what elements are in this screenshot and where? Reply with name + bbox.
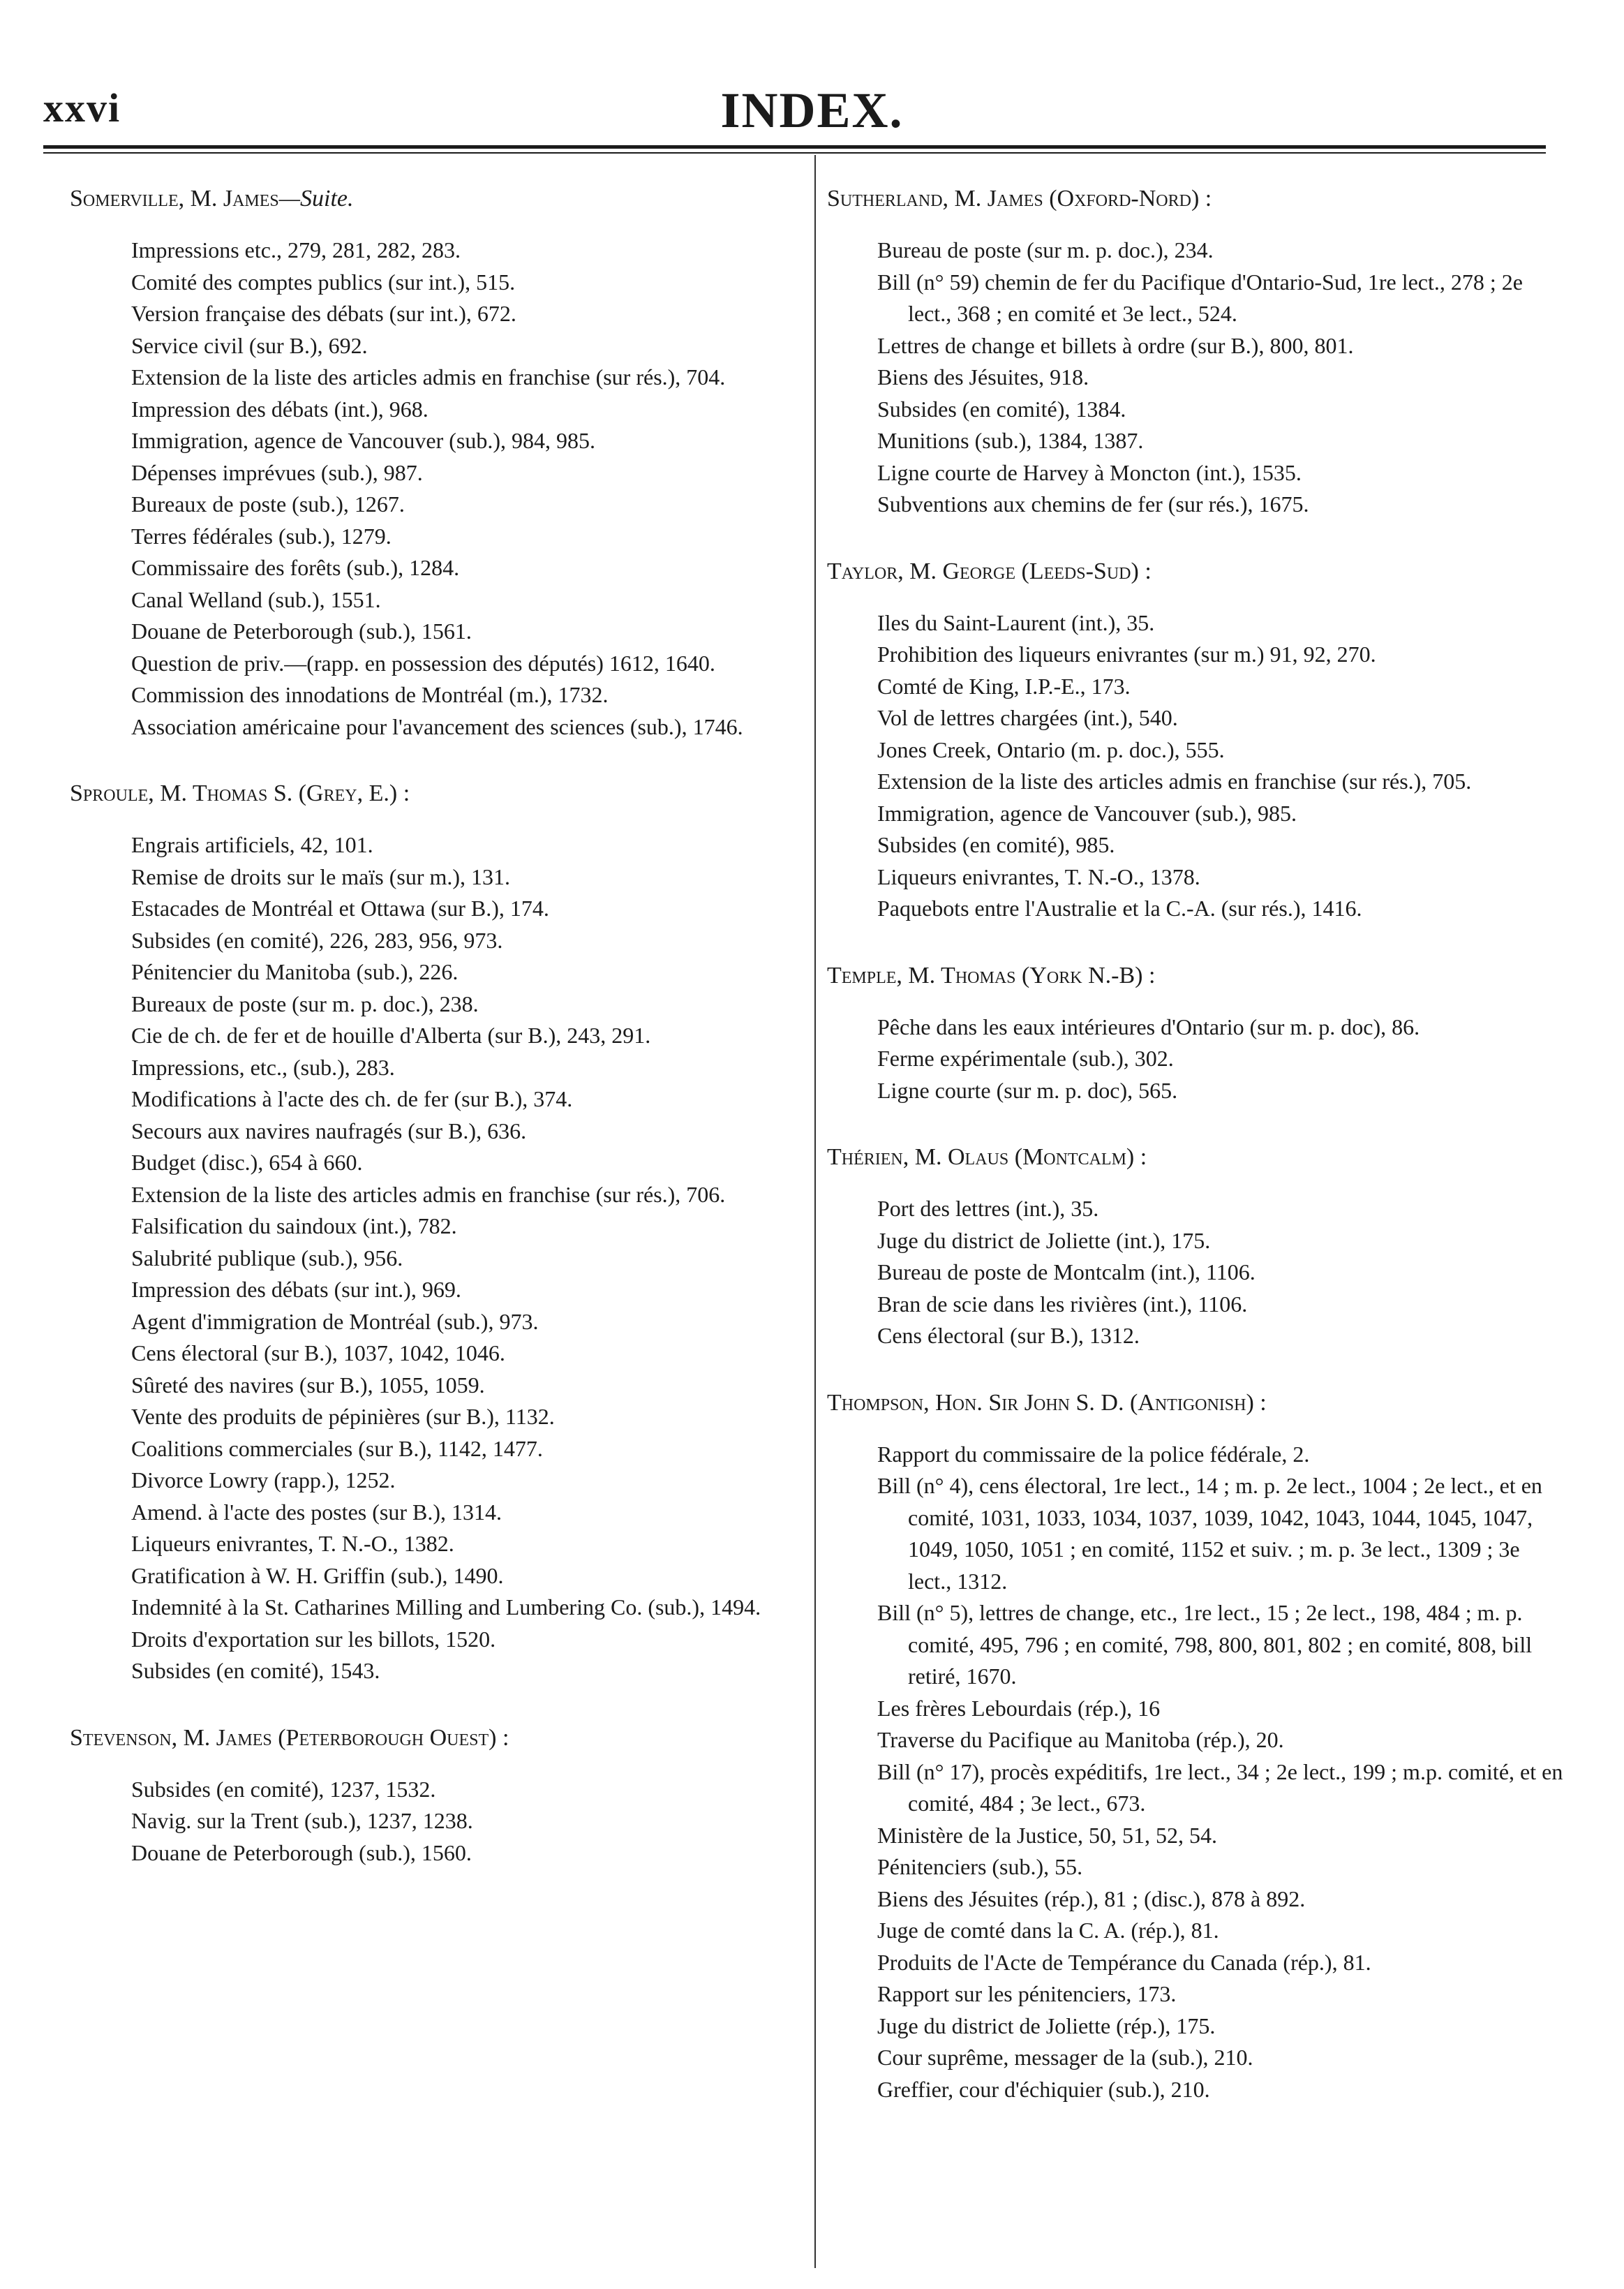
entry-heading <box>827 1141 1567 1173</box>
member-name: Sutherland, M. James <box>827 186 1043 212</box>
index-item: Subsides (en comité), 1237, 1532. <box>131 1776 436 1802</box>
index-item: Pénitenciers (sub.), 55. <box>877 1854 1083 1879</box>
index-item: Indemnité à la St. Catharines Milling and Lumbering Co. (sub.), 1494. <box>131 1594 761 1620</box>
member-name: Somerville, M. James <box>70 186 279 212</box>
index-item: Prohibition des liqueurs enivrantes (sur m.) 91, 92, 270. <box>877 642 1376 667</box>
index-item: Coalitions commerciales (sur B.), 1142, 1477. <box>131 1435 543 1461</box>
index-item: Agent d'immigration de Montréal (sub.), 973. <box>131 1308 539 1334</box>
index-item: Service civil (sur B.), 692. <box>131 332 368 358</box>
member-riding: (Grey, E.) : <box>292 780 410 806</box>
index-item: Extension de la liste des articles admis en franchise (sur rés.), 706. <box>131 1181 726 1207</box>
index-item: Question de priv.—(rapp. en possession des députés) 1612, 1640. <box>131 650 715 676</box>
header-rule <box>43 145 1546 149</box>
index-item: Ministère de la Justice, 50, 51, 52, 54. <box>877 1822 1218 1848</box>
index-item: Pêche dans les eaux intérieures d'Ontario (sur m. p. doc), 86. <box>877 1014 1420 1039</box>
index-item: Estacades de Montréal et Ottawa (sur B.), 174. <box>131 896 549 921</box>
member-name: Thérien, M. Olaus <box>827 1144 1009 1170</box>
index-item: Traverse du Pacifique au Manitoba (rép.), 20. <box>877 1727 1284 1752</box>
index-entry <box>827 960 1567 1107</box>
index-entry <box>827 183 1567 521</box>
index-item: Modifications à l'acte des ch. de fer (sur B.), 374. <box>131 1086 573 1111</box>
index-entry <box>827 1141 1567 1352</box>
index-item: Engrais artificiels, 42, 101. <box>131 832 373 857</box>
index-item: Ligne courte de Harvey à Moncton (int.), 1535. <box>877 459 1302 485</box>
member-riding: —Suite. <box>278 186 354 212</box>
index-item: Liqueurs enivrantes, T. N.-O., 1378. <box>877 864 1200 889</box>
member-riding: (Oxford-Nord) : <box>1043 186 1212 212</box>
index-item: Salubrité publique (sub.), 956. <box>131 1245 403 1271</box>
index-item: Impression des débats (int.), 968. <box>131 396 429 422</box>
index-item: Immigration, agence de Vancouver (sub.), 985. <box>877 800 1297 826</box>
index-item: Subventions aux chemins de fer (sur rés.), 1675. <box>877 491 1309 517</box>
index-item: Commissaire des forêts (sub.), 1284. <box>131 555 460 580</box>
index-item: Douane de Peterborough (sub.), 1560. <box>131 1839 472 1865</box>
index-item: Gratification à W. H. Griffin (sub.), 1490. <box>131 1562 504 1588</box>
index-item: Extension de la liste des articles admis en franchise (sur rés.), 705. <box>877 769 1472 794</box>
page-number: xxvi <box>43 85 121 131</box>
left-column <box>70 183 796 1904</box>
index-item: Juge de comté dans la C. A. (rép.), 81. <box>877 1918 1219 1943</box>
index-item: Juge du district de Joliette (int.), 175. <box>877 1227 1211 1253</box>
index-item: Budget (disc.), 654 à 660. <box>131 1150 363 1175</box>
index-entry <box>827 556 1567 925</box>
index-item: Falsification du saindoux (int.), 782. <box>131 1213 457 1238</box>
index-item: Iles du Saint-Laurent (int.), 35. <box>877 609 1155 635</box>
index-item: Biens des Jésuites (rép.), 81 ; (disc.), 878 à 892. <box>877 1886 1306 1911</box>
index-item: Biens des Jésuites, 918. <box>877 364 1089 390</box>
index-item: Bill (n° 17), procès expéditifs, 1re lect., 34 ; 2e lect., 199 ; m.p. comité, et en comité, 484 ; 3e lect., 673. <box>877 1758 1563 1816</box>
index-item: Rapport sur les pénitenciers, 173. <box>877 1981 1177 2006</box>
index-item: Dépenses imprévues (sub.), 987. <box>131 459 423 485</box>
index-entry <box>70 183 796 743</box>
index-item: Produits de l'Acte de Tempérance du Canada (rép.), 81. <box>877 1949 1371 1975</box>
index-item: Divorce Lowry (rapp.), 1252. <box>131 1467 396 1492</box>
member-riding: (Peterborough Ouest) : <box>271 1724 509 1751</box>
index-item: Ferme expérimentale (sub.), 302. <box>877 1046 1174 1071</box>
index-item: Subsides (en comité), 985. <box>877 832 1115 857</box>
member-riding: (Leeds-Sud) : <box>1015 558 1152 584</box>
entry-heading <box>827 1387 1567 1419</box>
index-item: Sûreté des navires (sur B.), 1055, 1059. <box>131 1372 485 1398</box>
index-item: Impression des débats (sur int.), 969. <box>131 1277 461 1302</box>
index-item: Paquebots entre l'Australie et la C.-A. (sur rés.), 1416. <box>877 896 1362 921</box>
index-item: Bill (n° 4), cens électoral, 1re lect., 14 ; m. p. 2e lect., 1004 ; 2e lect., et en comité, 1031, 1033, 1034, 1037, 1039, 1042, 1043, 1044, 1045, 1047, 1049, 1050, 1051 ; en comité, 1152 et suiv. ; m. p. 3e lect., 1309 ; 3e lect., 1312. <box>877 1473 1542 1594</box>
column-divider <box>814 155 816 2268</box>
entry-heading <box>70 183 796 215</box>
right-column <box>827 183 1567 2140</box>
index-item: Secours aux navires naufragés (sur B.), 636. <box>131 1118 527 1143</box>
header-rule-thin <box>43 152 1546 154</box>
index-item: Vol de lettres chargées (int.), 540. <box>877 705 1178 730</box>
index-item: Cour suprême, messager de la (sub.), 210. <box>877 2045 1253 2070</box>
index-item: Comté de King, I.P.-E., 173. <box>877 673 1131 699</box>
entry-heading <box>827 556 1567 588</box>
entry-heading <box>827 183 1567 215</box>
entry-heading <box>70 1722 796 1754</box>
index-item: Bureau de poste (sur m. p. doc.), 234. <box>877 237 1214 262</box>
index-item: Bureaux de poste (sur m. p. doc.), 238. <box>131 991 479 1016</box>
index-item: Port des lettres (int.), 35. <box>877 1196 1099 1221</box>
index-item: Liqueurs enivrantes, T. N.-O., 1382. <box>131 1531 454 1556</box>
index-item: Bureau de poste de Montcalm (int.), 1106. <box>877 1259 1256 1284</box>
index-item: Comité des comptes publics (sur int.), 515. <box>131 269 516 295</box>
index-item: Version française des débats (sur int.), 672. <box>131 301 516 326</box>
member-name: Thompson, Hon. Sir John S. D. <box>827 1389 1124 1416</box>
index-item: Navig. sur la Trent (sub.), 1237, 1238. <box>131 1808 473 1833</box>
index-item: Greffier, cour d'échiquier (sub.), 210. <box>877 2076 1210 2102</box>
index-item: Les frères Lebourdais (rép.), 16 <box>877 1695 1161 1721</box>
index-entry <box>70 778 796 1687</box>
index-item: Impressions, etc., (sub.), 283. <box>131 1054 395 1080</box>
index-item: Lettres de change et billets à ordre (sur B.), 800, 801. <box>877 332 1354 358</box>
index-item: Bureaux de poste (sub.), 1267. <box>131 491 405 517</box>
index-item: Association américaine pour l'avancement des sciences (sub.), 1746. <box>131 713 743 739</box>
entry-heading <box>70 778 796 810</box>
member-name: Stevenson, M. James <box>70 1724 272 1751</box>
member-riding: (Antigonish) : <box>1124 1389 1267 1416</box>
index-item: Canal Welland (sub.), 1551. <box>131 586 381 612</box>
index-item: Immigration, agence de Vancouver (sub.), 984, 985. <box>131 428 595 453</box>
page-title: INDEX. <box>720 82 904 138</box>
index-item: Ligne courte (sur m. p. doc), 565. <box>877 1077 1178 1103</box>
index-item: Droits d'exportation sur les billots, 1520. <box>131 1626 496 1652</box>
member-riding: (York N.-B) : <box>1015 962 1156 988</box>
index-item: Subsides (en comité), 1543. <box>131 1658 380 1683</box>
index-item: Munitions (sub.), 1384, 1387. <box>877 428 1144 453</box>
member-name: Temple, M. Thomas <box>827 962 1016 988</box>
member-name: Taylor, M. George <box>827 558 1016 584</box>
index-item: Cens électoral (sur B.), 1312. <box>877 1323 1140 1348</box>
index-item: Amend. à l'acte des postes (sur B.), 1314. <box>131 1499 502 1525</box>
index-item: Subsides (en comité), 226, 283, 956, 973. <box>131 927 503 953</box>
index-item: Rapport du commissaire de la police fédérale, 2. <box>877 1441 1310 1467</box>
index-item: Cie de ch. de fer et de houille d'Alberta (sur B.), 243, 291. <box>131 1023 651 1048</box>
index-item: Remise de droits sur le maïs (sur m.), 131. <box>131 864 511 889</box>
index-item: Subsides (en comité), 1384. <box>877 396 1126 422</box>
index-entry <box>827 1387 1567 2106</box>
index-item: Extension de la liste des articles admis en franchise (sur rés.), 704. <box>131 364 726 390</box>
index-entry <box>70 1722 796 1869</box>
entry-heading <box>827 960 1567 992</box>
member-name: Sproule, M. Thomas S. <box>70 780 293 806</box>
index-item: Douane de Peterborough (sub.), 1561. <box>131 618 472 644</box>
index-item: Pénitencier du Manitoba (sub.), 226. <box>131 959 459 984</box>
index-item: Cens électoral (sur B.), 1037, 1042, 1046. <box>131 1340 505 1365</box>
index-item: Juge du district de Joliette (rép.), 175. <box>877 2013 1216 2038</box>
member-riding: (Montcalm) : <box>1008 1144 1147 1170</box>
index-item: Bran de scie dans les rivières (int.), 1106. <box>877 1291 1248 1317</box>
index-item: Terres fédérales (sub.), 1279. <box>131 523 392 549</box>
index-item: Impressions etc., 279, 281, 282, 283. <box>131 237 461 262</box>
index-item: Jones Creek, Ontario (m. p. doc.), 555. <box>877 736 1225 762</box>
index-item: Bill (n° 5), lettres de change, etc., 1re lect., 15 ; 2e lect., 198, 484 ; m. p. comité, 495, 796 ; en comité, 798, 800, 801, 802 ; en comité, 808, bill retiré, 1670. <box>877 1600 1533 1689</box>
index-item: Commission des innodations de Montréal (m.), 1732. <box>131 682 609 707</box>
index-item: Bill (n° 59) chemin de fer du Pacifique d'Ontario-Sud, 1re lect., 278 ; 2e lect., 368 ; en comité et 3e lect., 524. <box>877 269 1523 326</box>
index-item: Vente des produits de pépinières (sur B.), 1132. <box>131 1404 555 1429</box>
